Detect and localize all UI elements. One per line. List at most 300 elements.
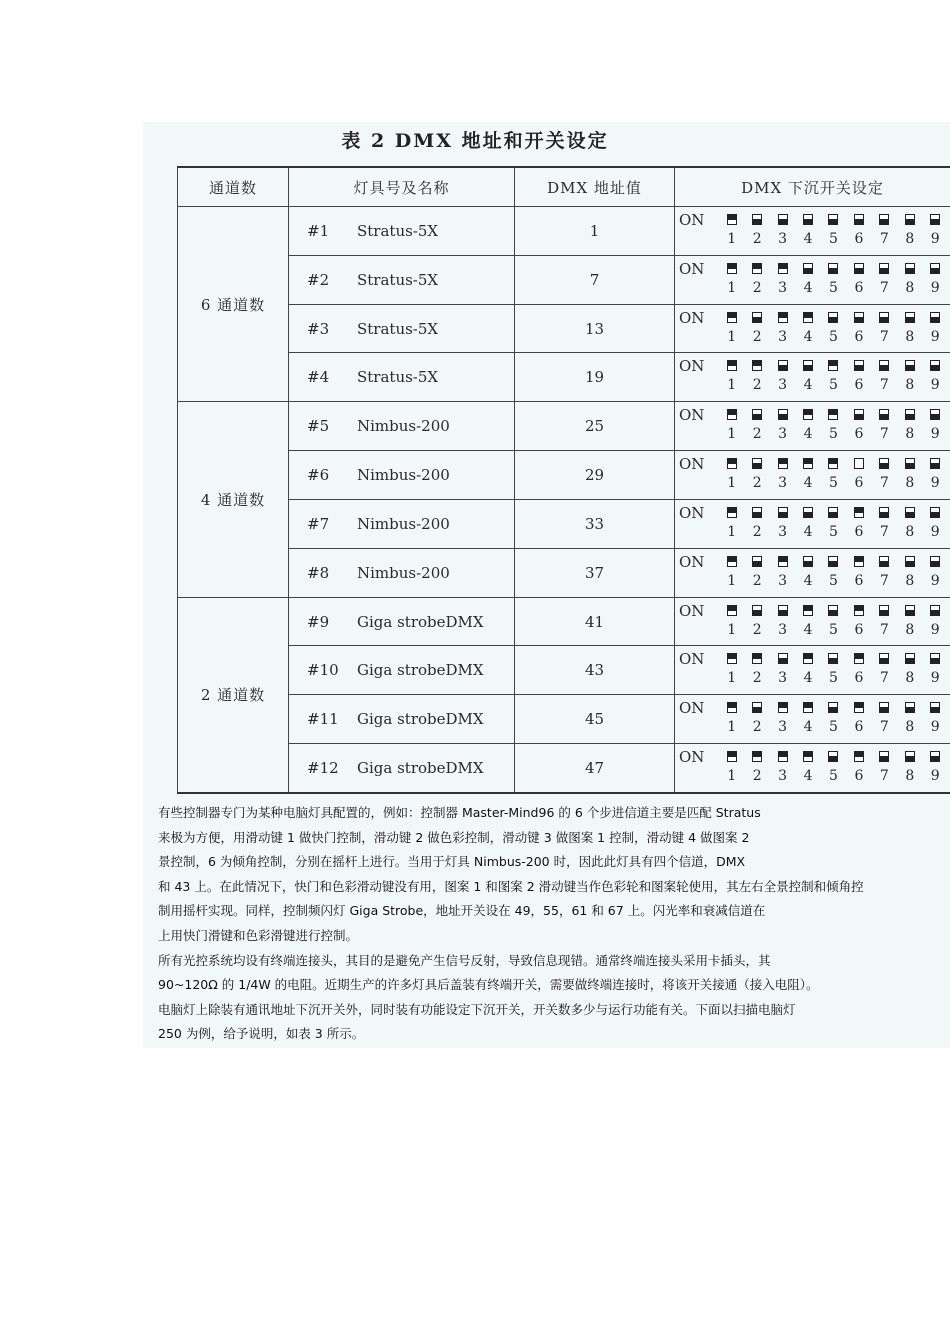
dip-switch-number: 7: [879, 426, 889, 443]
dip-switch-toggle-icon: [854, 653, 864, 664]
dip-switch-number: 8: [905, 426, 915, 443]
dip-switch-toggle-icon: [727, 409, 737, 420]
dip-switch-toggle-icon: [930, 653, 940, 664]
dip-switch-cell: [675, 207, 950, 256]
dip-switch-number: 6: [854, 231, 864, 247]
on-label: ON: [679, 308, 705, 327]
dmx-address-value: 41: [515, 597, 675, 646]
dip-switch: [770, 748, 795, 790]
dip-switch-number: 2: [752, 768, 762, 785]
fixture-number: #2: [307, 270, 330, 289]
dip-switch: [821, 602, 846, 644]
dip-switch: [795, 455, 820, 497]
dip-switch-number: 3: [778, 670, 788, 687]
dip-switch-cell: [675, 646, 950, 695]
paragraph-line: 90~120Ω 的 1/4W 的电阻。近期生产的许多灯具后盖装有终端开关，需要做终端连接时，将该开关接通（接入电阻）。: [158, 977, 819, 993]
dip-switch: [897, 553, 922, 595]
dip-switch: [821, 650, 846, 692]
dip-switch: [872, 504, 897, 546]
dip-switch-toggle-icon: [930, 458, 940, 469]
on-label: ON: [679, 357, 705, 376]
fixture-number: #11: [307, 710, 339, 729]
dip-switch-toggle-icon: [778, 458, 788, 469]
dip-switch-toggle-icon: [879, 605, 889, 616]
dip-switch-number: 5: [829, 670, 838, 687]
dip-switch-cell: [675, 499, 950, 548]
dip-switch-toggle-icon: [778, 702, 788, 713]
dip-switch-toggle-icon: [778, 409, 788, 420]
dip-switch-number: 7: [879, 572, 889, 589]
dip-switch-number: 8: [905, 231, 915, 247]
dip-switch: [770, 455, 795, 497]
dip-switch-number: 1: [727, 377, 737, 394]
dip-switch-toggle-icon: [930, 263, 940, 274]
dip-switch-toggle-icon: [727, 360, 737, 371]
dip-switch-number: 3: [778, 328, 788, 345]
fixture-cell: [289, 255, 515, 304]
dip-switch: [795, 748, 820, 790]
dip-switch-number: 2: [752, 279, 762, 296]
dip-switch-toggle-icon: [854, 458, 864, 469]
dip-switch-number: 9: [930, 328, 940, 345]
dip-switch-toggle-icon: [778, 312, 788, 323]
header-address: DMX 地址值: [515, 167, 675, 207]
dip-switch-number: 1: [727, 768, 737, 785]
dip-switch-bank: [719, 455, 948, 497]
fixture-number: #9: [307, 612, 330, 631]
dip-switch: [821, 357, 846, 399]
dip-switch-cell: [675, 304, 950, 353]
dip-switch-number: 9: [930, 621, 940, 638]
dip-switch: [846, 748, 871, 790]
paragraph-line: 有些控制器专门为某种电脑灯具配置的，例如：控制器 Master-Mind96 的 6 个步进信道主要是匹配 Stratus: [158, 805, 761, 820]
dmx-address-value: 29: [515, 451, 675, 500]
dip-switch: [795, 602, 820, 644]
dip-switch-toggle-icon: [752, 751, 762, 762]
dip-switch-number: 6: [854, 377, 864, 394]
dip-switch-toggle-icon: [778, 556, 788, 567]
dip-switch-toggle-icon: [752, 507, 762, 518]
fixture-cell: [289, 744, 515, 793]
dip-switch: [770, 406, 795, 448]
dip-switch-toggle-icon: [752, 409, 762, 420]
dip-switch-toggle-icon: [727, 751, 737, 762]
body-paragraph: [158, 801, 950, 1047]
dip-switch-number: 1: [727, 475, 737, 492]
dip-switch: [744, 309, 769, 351]
dip-switch: [821, 406, 846, 448]
on-label: ON: [679, 748, 705, 767]
dip-switch-toggle-icon: [778, 653, 788, 664]
dip-switch: [770, 357, 795, 399]
dip-switch: [795, 211, 820, 253]
dip-switch-toggle-icon: [879, 214, 889, 225]
dip-switch-toggle-icon: [879, 312, 889, 323]
dip-switch-number: 3: [778, 377, 788, 394]
dip-switch-toggle-icon: [803, 409, 813, 420]
dip-switch-toggle-icon: [879, 556, 889, 567]
dip-switch: [872, 553, 897, 595]
dip-switch-toggle-icon: [828, 605, 838, 616]
dip-switch-number: 4: [803, 279, 813, 296]
dmx-address-value: 47: [515, 744, 675, 793]
dip-switch-toggle-icon: [727, 312, 737, 323]
dip-switch: [897, 406, 922, 448]
dip-switch-toggle-icon: [930, 702, 940, 713]
dip-switch-toggle-icon: [879, 360, 889, 371]
dip-switch: [846, 309, 871, 351]
dip-switch-toggle-icon: [905, 507, 915, 518]
dip-switch-number: 1: [727, 719, 737, 736]
dip-switch-number: 7: [879, 377, 889, 394]
dip-switch: [897, 504, 922, 546]
dip-switch: [897, 455, 922, 497]
dip-switch-number: 2: [752, 475, 762, 492]
fixture-number: #6: [307, 466, 330, 485]
dip-switch: [872, 455, 897, 497]
table-row: [178, 353, 950, 402]
dip-switch-number: 3: [778, 768, 788, 785]
dip-switch-number: 1: [727, 231, 737, 247]
dip-switch: [719, 602, 744, 644]
paragraph-line: 和 43 上。在此情况下，快门和色彩滑动键没有用，图案 1 和图案 2 滑动键当作色彩轮和图案轮使用，其左右全景控制和倾角控: [158, 878, 864, 894]
dip-switch-number: 6: [854, 523, 864, 540]
fixture-number: #4: [307, 368, 330, 387]
dip-switch-toggle-icon: [803, 312, 813, 323]
dip-switch-bank: [719, 650, 948, 692]
dip-switch-number: 2: [752, 621, 762, 638]
dip-switch-toggle-icon: [778, 263, 788, 274]
dip-switch-toggle-icon: [828, 751, 838, 762]
dip-switch: [719, 406, 744, 448]
dip-switch-toggle-icon: [854, 360, 864, 371]
dip-switch-toggle-icon: [905, 263, 915, 274]
dip-switch: [821, 748, 846, 790]
table-title: 表 2 DMX 地址和开关设定: [341, 130, 609, 152]
dip-switch-bank: [719, 406, 948, 448]
dip-switch: [719, 504, 744, 546]
dip-switch-toggle-icon: [854, 507, 864, 518]
dip-switch: [923, 309, 948, 351]
fixture-cell: [289, 353, 515, 402]
dip-switch: [872, 211, 897, 253]
dip-switch: [923, 553, 948, 595]
fixture-cell: [289, 451, 515, 500]
dip-switch: [923, 504, 948, 546]
dip-switch-number: 9: [930, 279, 940, 296]
dip-switch: [744, 602, 769, 644]
dip-switch: [795, 260, 820, 302]
dip-switch: [744, 357, 769, 399]
dip-switch-number: 2: [752, 328, 762, 345]
dip-switch: [770, 309, 795, 351]
fixture-cell: [289, 499, 515, 548]
dip-switch-number: 8: [905, 621, 915, 638]
fixture-number: #12: [307, 759, 339, 778]
dip-switch-number: 7: [879, 523, 889, 540]
dip-switch-toggle-icon: [803, 458, 813, 469]
dip-switch-toggle-icon: [752, 312, 762, 323]
dip-switch-toggle-icon: [879, 751, 889, 762]
dip-switch: [923, 357, 948, 399]
dip-switch-toggle-icon: [879, 653, 889, 664]
fixture-name: Giga strobeDMX: [357, 710, 484, 729]
dip-switch-number: 5: [829, 475, 838, 492]
dmx-address-value: 45: [515, 695, 675, 744]
dip-switch-number: 6: [854, 719, 864, 736]
dip-switch-number: 7: [879, 621, 889, 638]
dip-switch: [770, 211, 795, 253]
dip-switch: [846, 260, 871, 302]
dip-switch: [770, 553, 795, 595]
dip-switch-toggle-icon: [905, 653, 915, 664]
on-label: ON: [679, 406, 705, 425]
dip-switch-number: 2: [752, 426, 762, 443]
dip-switch-number: 5: [829, 719, 838, 736]
dip-switch: [846, 455, 871, 497]
dip-switch: [744, 406, 769, 448]
dip-switch: [770, 650, 795, 692]
dip-switch: [719, 748, 744, 790]
dip-switch: [897, 699, 922, 741]
dip-switch-toggle-icon: [905, 458, 915, 469]
dip-switch-number: 9: [930, 572, 940, 589]
dip-switch-number: 6: [854, 279, 864, 296]
dip-switch-toggle-icon: [828, 263, 838, 274]
dip-switch-toggle-icon: [905, 409, 915, 420]
dip-switch-toggle-icon: [930, 605, 940, 616]
dmx-address-value: 13: [515, 304, 675, 353]
dip-switch-toggle-icon: [803, 702, 813, 713]
dip-switch-toggle-icon: [803, 751, 813, 762]
header-channels: 通道数: [178, 167, 289, 207]
dip-switch: [795, 650, 820, 692]
dip-switch: [897, 602, 922, 644]
dip-switch-toggle-icon: [828, 409, 838, 420]
dip-switch-number: 5: [829, 572, 838, 589]
dip-switch: [821, 455, 846, 497]
dip-switch-number: 1: [727, 670, 737, 687]
dip-switch-number: 7: [879, 475, 889, 492]
dip-switch-number: 5: [829, 768, 838, 785]
dip-switch-toggle-icon: [752, 263, 762, 274]
dip-switch-toggle-icon: [778, 751, 788, 762]
table-row: [178, 646, 950, 695]
dip-switch: [744, 650, 769, 692]
dip-switch-toggle-icon: [752, 605, 762, 616]
dip-switch-toggle-icon: [905, 556, 915, 567]
dip-switch-toggle-icon: [803, 556, 813, 567]
dip-switch-toggle-icon: [854, 751, 864, 762]
on-label: ON: [679, 650, 705, 669]
dip-switch-number: 6: [854, 670, 864, 687]
channel-group-label: 4 通道数: [178, 402, 289, 597]
dip-switch: [923, 260, 948, 302]
dip-switch-bank: [719, 211, 948, 253]
dip-switch-toggle-icon: [752, 653, 762, 664]
table-row: [178, 695, 950, 744]
dip-switch-toggle-icon: [854, 214, 864, 225]
dip-switch-cell: [675, 695, 950, 744]
table-header-row: [178, 167, 950, 207]
dip-switch-number: 4: [803, 572, 813, 589]
dip-switch: [846, 553, 871, 595]
fixture-name: Giga strobeDMX: [357, 661, 484, 680]
fixture-name: Nimbus-200: [357, 563, 450, 582]
dip-switch-number: 2: [752, 572, 762, 589]
paragraph-line: 来极为方便，用滑动键 1 做快门控制，滑动键 2 做色彩控制，滑动键 3 做图案 1 控制，滑动键 4 做图案 2: [158, 829, 750, 845]
on-label: ON: [679, 601, 705, 620]
dip-switch-toggle-icon: [879, 702, 889, 713]
on-label: ON: [679, 455, 705, 474]
dip-switch: [897, 309, 922, 351]
dip-switch: [770, 504, 795, 546]
dip-switch-number: 1: [727, 279, 737, 296]
table-row: [178, 744, 950, 793]
dip-switch-toggle-icon: [828, 556, 838, 567]
paragraph-line: 所有光控系统均设有终端连接头，其目的是避免产生信号反射，导致信息现错。通常终端连接头采用卡插头，其: [158, 952, 771, 968]
dmx-address-value: 19: [515, 353, 675, 402]
dip-switch: [897, 357, 922, 399]
dip-switch-number: 9: [930, 523, 940, 540]
on-label: ON: [679, 699, 705, 718]
fixture-name: Nimbus-200: [357, 466, 450, 485]
dip-switch-number: 8: [905, 523, 915, 540]
dip-switch-number: 9: [930, 719, 940, 736]
dip-switch-number: 5: [829, 426, 838, 443]
dip-switch-cell: [675, 451, 950, 500]
dip-switch-number: 4: [803, 377, 813, 394]
fixture-number: #7: [307, 514, 330, 533]
dip-switch-number: 9: [930, 768, 940, 785]
dip-switch-cell: [675, 402, 950, 451]
dip-switch-number: 7: [879, 328, 889, 345]
table-row: [178, 402, 950, 451]
dip-switch-toggle-icon: [854, 605, 864, 616]
dip-switch-toggle-icon: [727, 507, 737, 518]
dip-switch-toggle-icon: [778, 360, 788, 371]
dip-switch-toggle-icon: [778, 214, 788, 225]
dip-switch-number: 6: [854, 475, 864, 492]
dip-switch-toggle-icon: [930, 751, 940, 762]
dip-switch-number: 3: [778, 572, 788, 589]
dip-switch-toggle-icon: [930, 312, 940, 323]
dmx-address-value: 43: [515, 646, 675, 695]
dip-switch-number: 4: [803, 475, 813, 492]
fixture-name: Stratus-5X: [357, 221, 439, 240]
fixture-cell: [289, 304, 515, 353]
dip-switch: [897, 650, 922, 692]
fixture-name: Stratus-5X: [357, 319, 439, 338]
dmx-address-value: 33: [515, 499, 675, 548]
dip-switch-toggle-icon: [752, 458, 762, 469]
paragraph-line: 景控制，6 为倾角控制，分别在摇杆上进行。当用于灯具 Nimbus-200 时，因此此灯具有四个信道，DMX: [158, 854, 746, 870]
dip-switch-number: 2: [752, 523, 762, 540]
dip-switch: [719, 650, 744, 692]
dmx-address-value: 37: [515, 548, 675, 597]
dmx-address-table: [177, 166, 950, 794]
dip-switch: [846, 504, 871, 546]
dip-switch-number: 9: [930, 231, 940, 247]
dip-switch-number: 8: [905, 670, 915, 687]
dip-switch-number: 8: [905, 377, 915, 394]
dip-switch-number: 8: [905, 475, 915, 492]
dip-switch-toggle-icon: [828, 458, 838, 469]
dip-switch-toggle-icon: [905, 751, 915, 762]
fixture-name: Giga strobeDMX: [357, 612, 484, 631]
dip-switch: [744, 699, 769, 741]
on-label: ON: [679, 552, 705, 571]
dip-switch: [821, 211, 846, 253]
dip-switch-bank: [719, 748, 948, 790]
dip-switch-bank: [719, 357, 948, 399]
dip-switch-toggle-icon: [905, 360, 915, 371]
dip-switch-toggle-icon: [879, 458, 889, 469]
dip-switch-number: 4: [803, 621, 813, 638]
dip-switch: [795, 553, 820, 595]
dip-switch-number: 6: [854, 328, 864, 345]
dip-switch-toggle-icon: [778, 605, 788, 616]
dip-switch-cell: [675, 255, 950, 304]
dip-switch-toggle-icon: [854, 409, 864, 420]
dip-switch: [770, 699, 795, 741]
dip-switch: [872, 357, 897, 399]
dip-switch-bank: [719, 309, 948, 351]
dip-switch: [770, 260, 795, 302]
dip-switch: [897, 211, 922, 253]
dip-switch: [795, 504, 820, 546]
dip-switch-toggle-icon: [803, 214, 813, 225]
dip-switch-cell: [675, 548, 950, 597]
dip-switch-toggle-icon: [879, 263, 889, 274]
dip-switch-toggle-icon: [828, 360, 838, 371]
header-fixture: 灯具号及名称: [289, 167, 515, 207]
dip-switch-toggle-icon: [828, 214, 838, 225]
dip-switch-number: 1: [727, 426, 737, 443]
dip-switch-toggle-icon: [727, 653, 737, 664]
dip-switch: [744, 455, 769, 497]
table-row: [178, 255, 950, 304]
dip-switch-toggle-icon: [930, 507, 940, 518]
dip-switch-number: 4: [803, 523, 813, 540]
dip-switch: [795, 406, 820, 448]
dip-switch-number: 3: [778, 475, 788, 492]
dip-switch-toggle-icon: [727, 702, 737, 713]
dip-switch: [821, 553, 846, 595]
paragraph-line: 电脑灯上除装有通讯地址下沉开关外，同时装有功能设定下沉开关，开关数多少与运行功能有关。下面以扫描电脑灯: [158, 1001, 796, 1017]
dip-switch-toggle-icon: [727, 605, 737, 616]
fixture-cell: [289, 402, 515, 451]
dip-switch-number: 8: [905, 719, 915, 736]
dip-switch-cell: [675, 597, 950, 646]
dip-switch-toggle-icon: [905, 312, 915, 323]
dip-switch-number: 3: [778, 719, 788, 736]
dip-switch-bank: [719, 553, 948, 595]
dip-switch-number: 5: [829, 231, 838, 247]
dip-switch-number: 3: [778, 523, 788, 540]
dip-switch-toggle-icon: [727, 458, 737, 469]
dip-switch: [846, 211, 871, 253]
dip-switch-toggle-icon: [828, 312, 838, 323]
dip-switch-number: 4: [803, 768, 813, 785]
dip-switch-number: 1: [727, 523, 737, 540]
paragraph-line: 250 为例，给予说明，如表 3 所示。: [158, 1026, 365, 1042]
dip-switch-toggle-icon: [803, 360, 813, 371]
dip-switch: [923, 748, 948, 790]
dip-switch-toggle-icon: [752, 214, 762, 225]
dip-switch-number: 8: [905, 279, 915, 296]
dip-switch-number: 6: [854, 768, 864, 785]
